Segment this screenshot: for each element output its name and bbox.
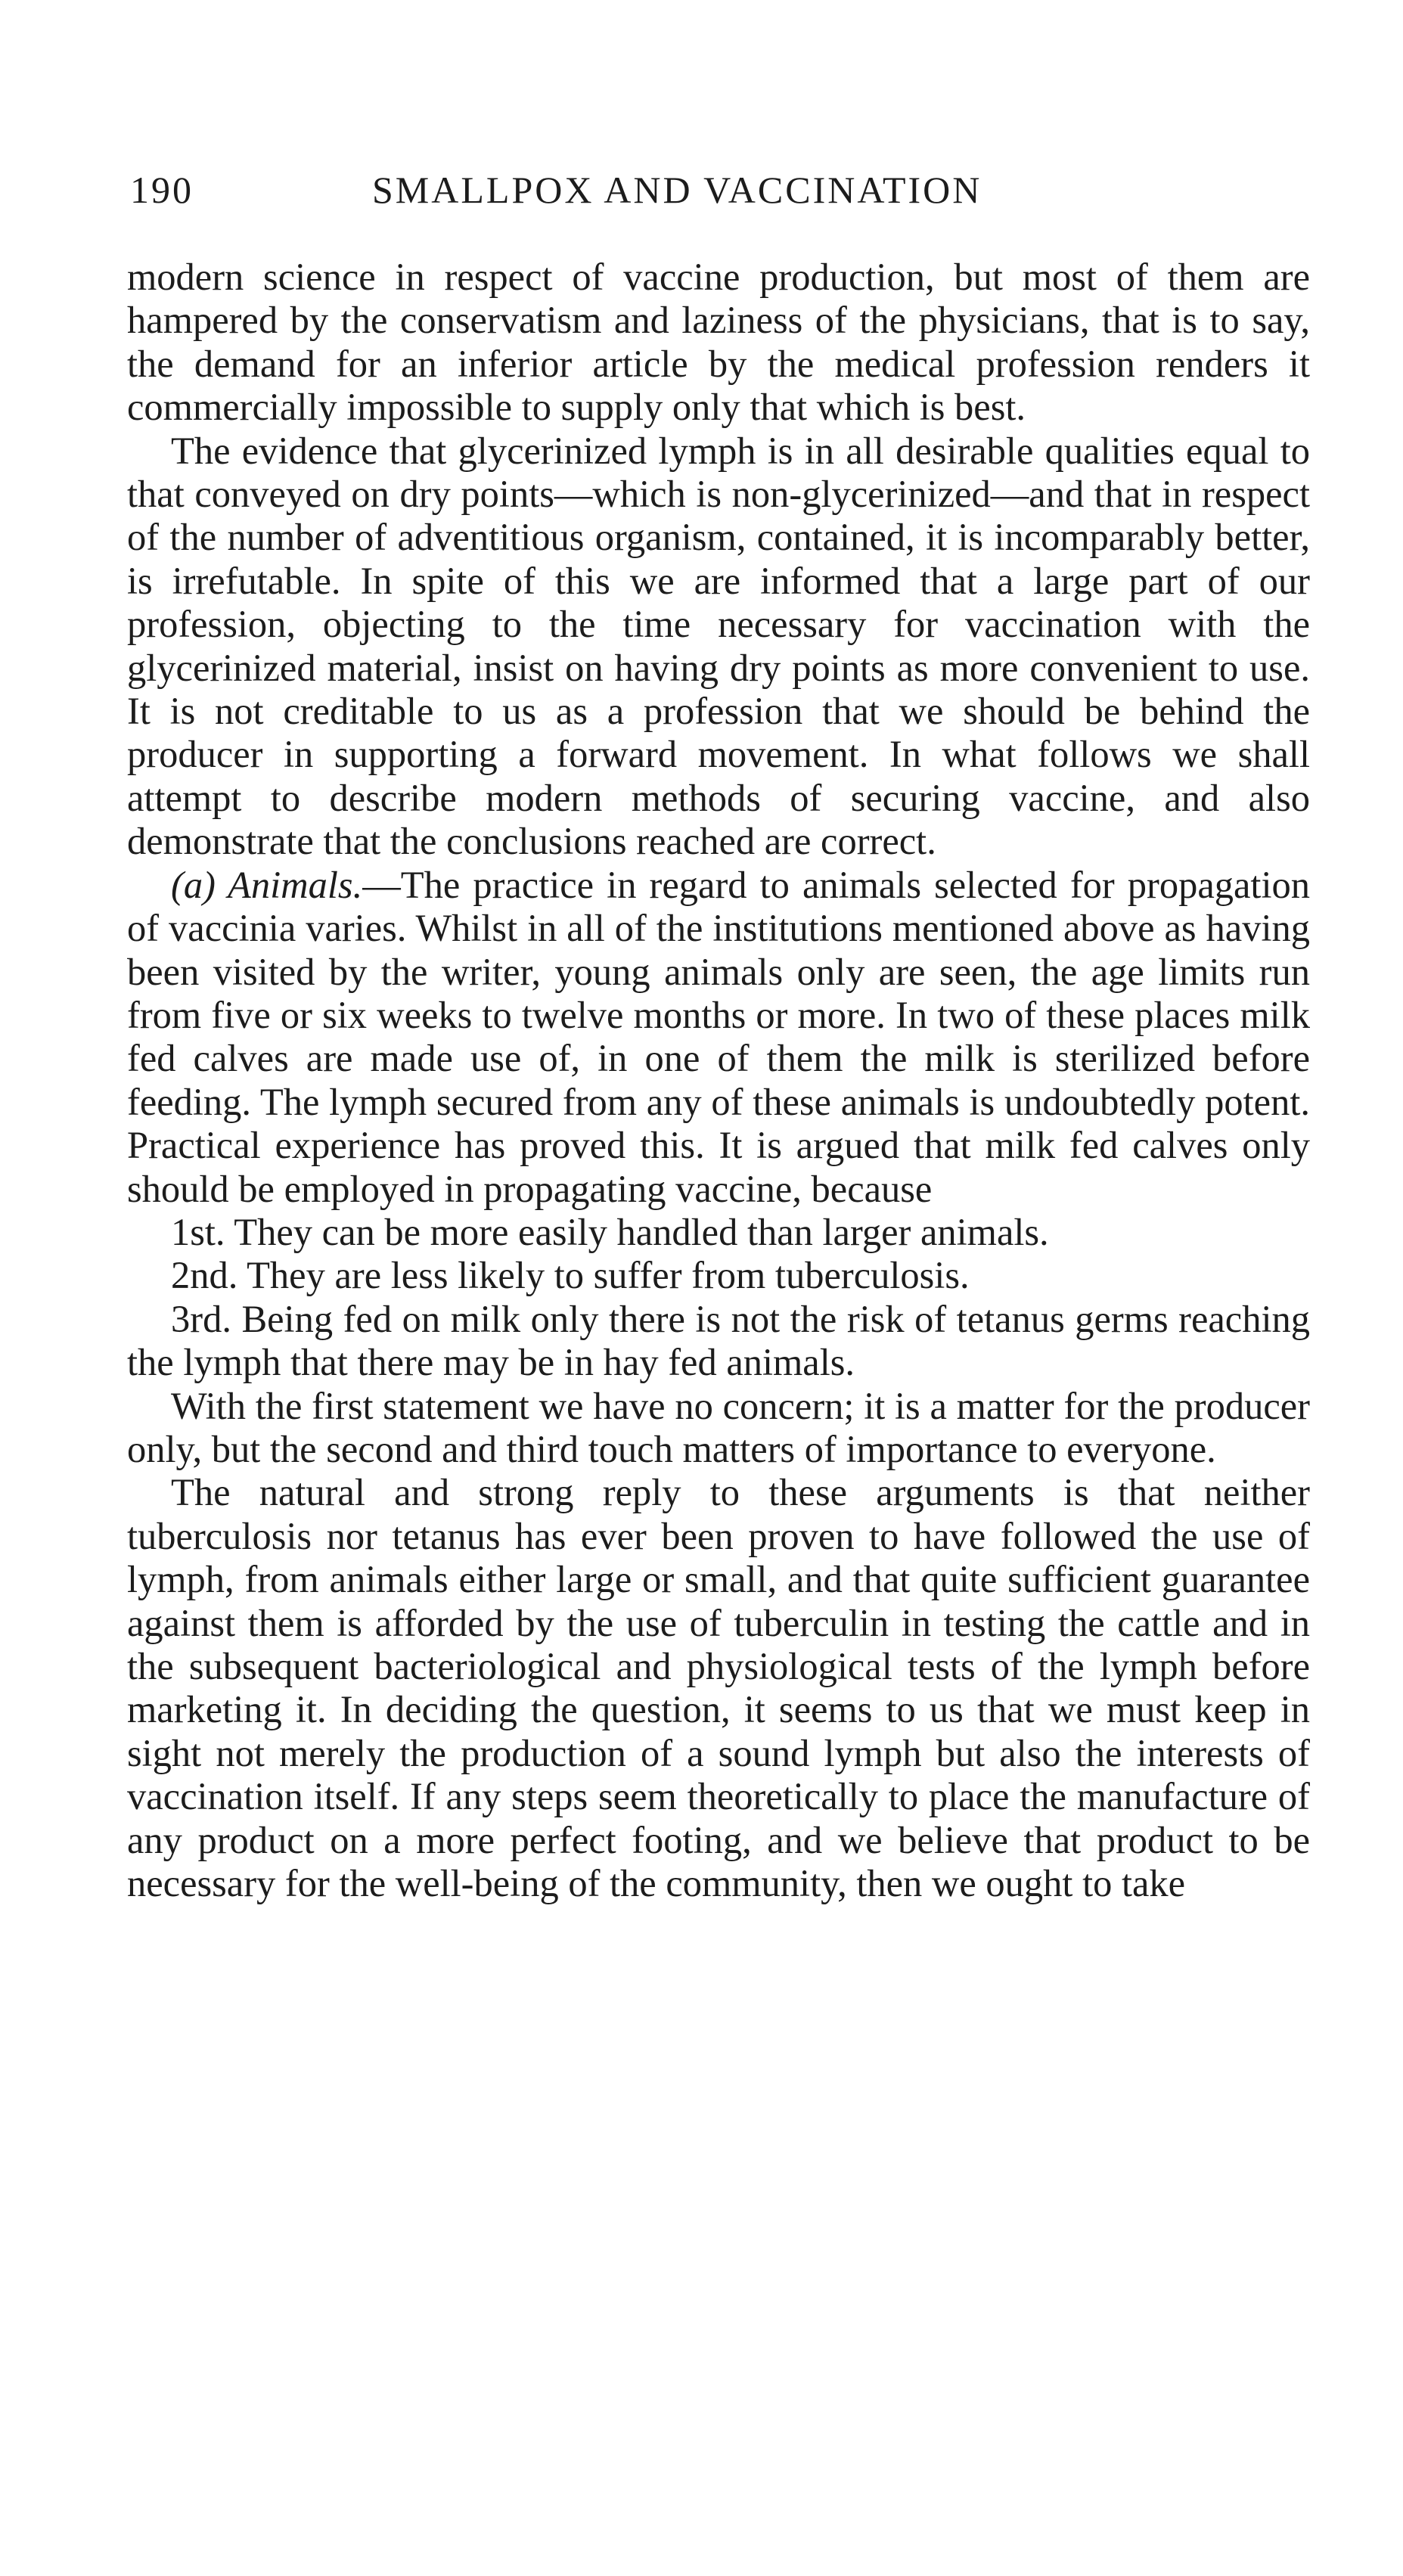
paragraph-glycerinized-lymph: The evidence that glycerinized lymph is in all desirable qualities equal to that conveyed on dry points—which is non-glycerinized—and that in respect of the number of adventitious organism, contained, it is incomparably better, is irrefutable. In spite of this we are informed that a large part of our profession, objecting to the time necessary for vaccination with the glycerinized material, insist on having dry points as more convenient to use. It is not creditable to us as a profession that we should be behind the producer in supporting a forward movement. In what follows we shall attempt to describe modern methods of securing vaccine, and also demonstrate that the conclusions reached are correct.	[127, 429, 1310, 863]
paragraph-first-statement: With the first statement we have no concern; it is a matter for the producer only, but the second and third touch matters of importance to everyone.	[127, 1384, 1310, 1470]
paragraph-natural-reply: The natural and strong reply to these arguments is that neither tuberculosis nor tetanus has ever been proven to have followed the use of lymph, from animals either large or small, and that quite sufficient guarantee against them is afforded by the use of tuberculin in testing the cattle and in the subsequent bacteriological and physiological tests of the lymph before marketing it. In deciding the question, it seems to us that we must keep in sight not merely the production of a sound lymph but also the interests of vaccination itself. If any steps seem theoretically to place the manufacture of any product on a more perfect footing, and we believe that product to be necessary for the well-being of the community, then we ought to take	[127, 1471, 1310, 1905]
paragraph-animals	[127, 864, 1310, 1211]
paragraph-animals-text: —The practice in regard to animals selected for propagation of vaccinia varies. Whilst in all of the institutions mentioned above as having been visited by the writer, young animals only are seen, the age limits run from five or six weeks to twelve months or more. In two of these places milk fed calves are made use of, in one of them the milk is sterilized before feeding. The lymph secured from any of these animals is undoubtedly potent. Practical experience has proved this. It is argued that milk fed calves only should be employed in propagating vaccine, because	[127, 863, 1310, 1210]
section-label-animals: (a) Animals.	[171, 863, 363, 906]
body-text	[127, 256, 1310, 1905]
list-item-second: 2nd. They are less likely to suffer from tuberculosis.	[171, 1254, 970, 1297]
page-header	[130, 168, 1310, 221]
paragraph-continued: modern science in respect of vaccine production, but most of them are hampered by the conservatism and laziness of the physicians, that is to say, the demand for an inferior article by the medical profession renders it commercially impossible to supply only that which is best.	[127, 256, 1310, 429]
running-title: SMALLPOX AND VACCINATION	[372, 169, 982, 211]
list-item-third: 3rd. Being fed on milk only there is not the risk of tetanus germs reaching the lymph that there may be in hay fed animals.	[127, 1297, 1310, 1384]
page-number: 190	[130, 169, 194, 211]
list-item-first: 1st. They can be more easily handled than larger animals.	[171, 1210, 1049, 1253]
